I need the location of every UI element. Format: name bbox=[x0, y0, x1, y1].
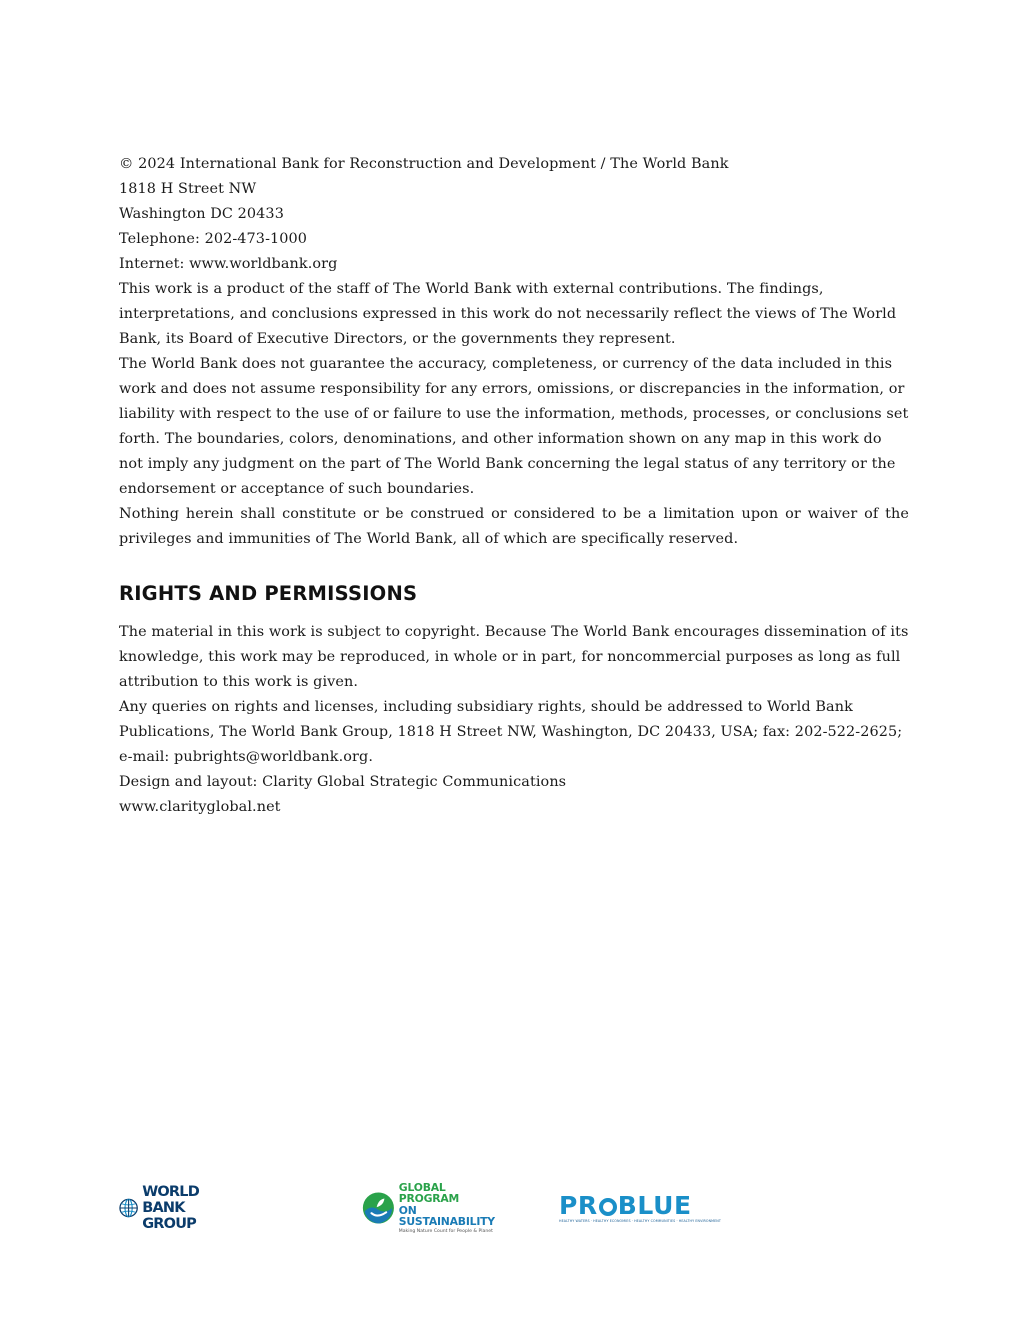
problue-blue: BLUE bbox=[617, 1190, 692, 1220]
problue-wordmark-group bbox=[559, 1190, 721, 1223]
global-program-sustainability-logo bbox=[362, 1180, 500, 1234]
problue-tagline: HEALTHY WATERS · HEALTHY ECONOMIES · HEALTHY COMMUNITIES · HEALTHY ENVIRONMENT bbox=[559, 1218, 721, 1223]
rights-paragraph-2 bbox=[119, 695, 909, 770]
telephone-line: Telephone: 202-473-1000 bbox=[119, 231, 308, 247]
gpos-tagline: Making Nature Count for People & Planet bbox=[398, 1228, 493, 1234]
gpos-wordmark bbox=[399, 1182, 500, 1235]
world-bank-group-wordmark: WORLD BANK GROUP bbox=[142, 1184, 199, 1232]
internet-line: Internet: www.worldbank.org bbox=[119, 256, 338, 272]
design-credit-url: www.clarityglobal.net bbox=[119, 799, 281, 815]
city-line: Washington DC 20433 bbox=[119, 206, 284, 222]
leaf-hand-icon bbox=[362, 1188, 395, 1228]
address-block bbox=[119, 152, 909, 277]
world-bank-group-logo bbox=[119, 1184, 220, 1232]
problue-pr: PR bbox=[559, 1190, 598, 1220]
disclaimer-paragraph-3: Nothing herein shall constitute or be construed or considered to be a limitation upon or waiver of the privileges and immunities of The World Bank, all of which are specifically reserved. bbox=[119, 506, 909, 547]
problue-wordmark bbox=[559, 1190, 692, 1220]
problue-logo bbox=[559, 1184, 721, 1232]
gpos-line-2: ON SUSTAINABILITY bbox=[398, 1203, 495, 1228]
gpos-line-1: GLOBAL PROGRAM bbox=[398, 1180, 460, 1205]
rights-paragraph-2-line-2: Publications, The World Bank Group, 1818 H Street NW, Washington, DC 20433, USA; fax: 202-522-2625; bbox=[119, 724, 903, 740]
document-body bbox=[119, 152, 909, 820]
street-line: 1818 H Street NW bbox=[119, 181, 257, 197]
rights-paragraph-2-line-3: e-mail: pubrights@worldbank.org. bbox=[119, 749, 374, 765]
copyright-line: © 2024 International Bank for Reconstruction and Development / The World Bank bbox=[119, 156, 729, 172]
disclaimer-paragraph-2: The World Bank does not guarantee the accuracy, completeness, or currency of the data included in this work and does not assume responsibility for any errors, omissions, or discrepancies in the information, or liability with respect to the use of or failure to use the information, methods, processes, or conclusions set forth. The boundaries, colors, denominations, and other information shown on any map in this work do not imply any judgment on the part of The World Bank concerning the legal status of any territory or the endorsement or acceptance of such boundaries. bbox=[119, 356, 909, 497]
disclaimer-paragraph-1: This work is a product of the staff of The World Bank with external contributions. The findings, interpretations, and conclusions expressed in this work do not necessarily reflect the views of The World Bank, its Board of Executive Directors, or the governments they represent. bbox=[119, 281, 897, 347]
design-credit bbox=[119, 770, 909, 820]
globe-icon bbox=[119, 1187, 138, 1229]
problue-circle-icon bbox=[599, 1198, 617, 1216]
design-credit-line: Design and layout: Clarity Global Strategic Communications bbox=[119, 774, 567, 790]
rights-paragraph-1: The material in this work is subject to copyright. Because The World Bank encourages dissemination of its knowledge, this work may be reproduced, in whole or in part, for noncommercial purposes as long as full attribution to this work is given. bbox=[119, 624, 909, 690]
rights-paragraph-2-line-1: Any queries on rights and licenses, including subsidiary rights, should be addressed to World Bank bbox=[119, 699, 853, 715]
rights-heading: RIGHTS AND PERMISSIONS bbox=[119, 582, 418, 605]
